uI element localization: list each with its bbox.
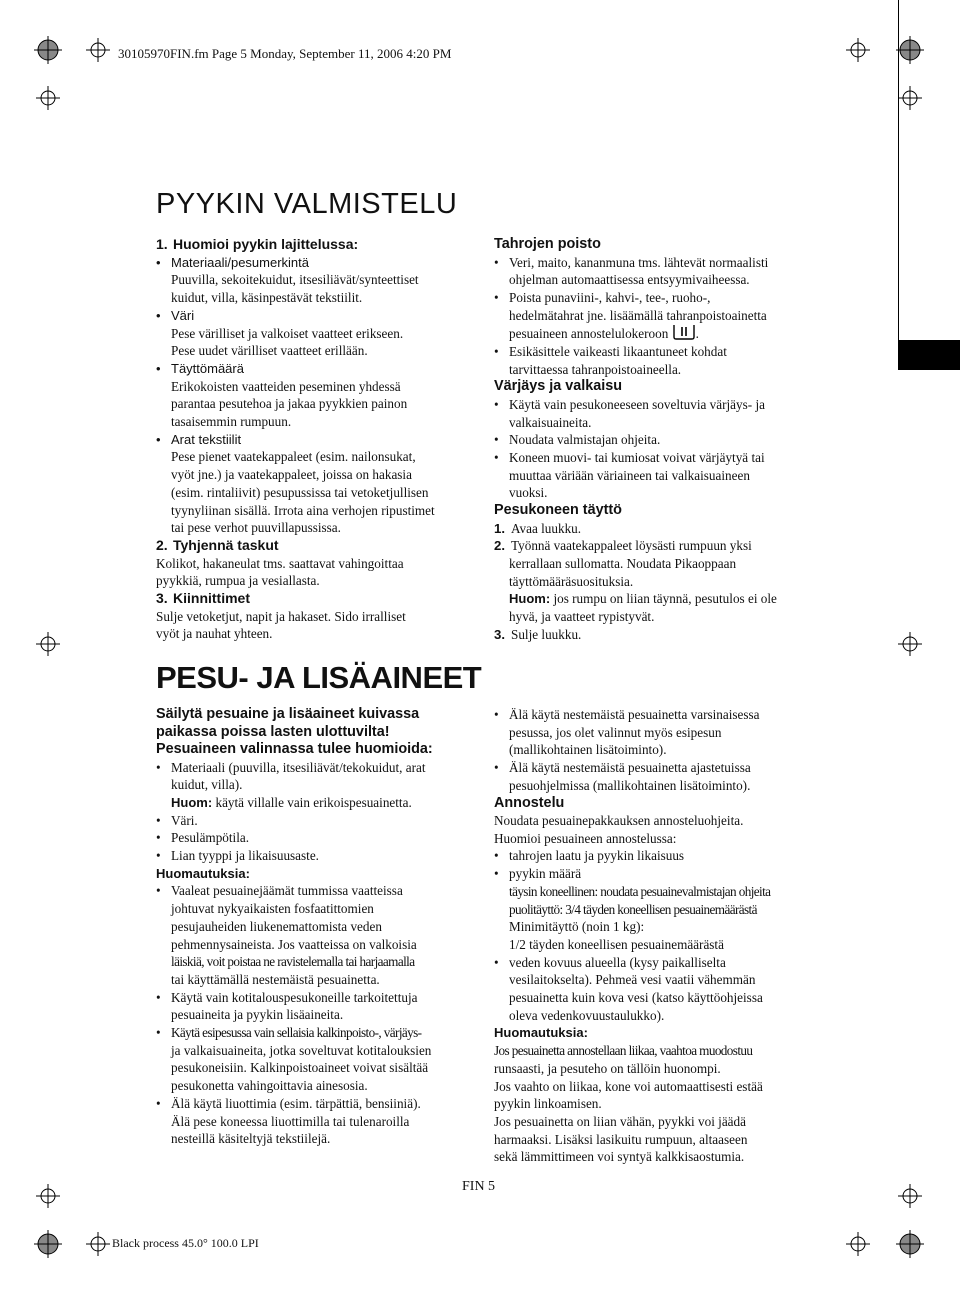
text-line: vuoksi. [509,485,548,501]
step-3-heading: 3. Kiinnittimet [156,590,250,607]
dosing-heading: Annostelu [494,794,565,811]
text-line: Sulje vetoketjut, napit ja hakaset. Sido irralliset [156,608,406,624]
text-line: pesuaineita ja pyykin lisäaineita. [171,1007,344,1023]
note-item-3: • Käytä esipesussa vain sellaisia kalkinpoisto-, värjäys- [156,1024,476,1042]
right-column-1 [494,236,824,644]
text-line: pyykin linkoamisen. [494,1096,602,1112]
text-line: Säilytä pesuaine ja lisäaineet kuivassa [156,706,420,722]
liquid-item-2: • Älä käytä nestemäistä pesuainetta ajastetuissa [494,759,824,777]
text-line: pesukoneisiin. Kalkinpoistoaineet voivat sisältää [171,1060,429,1076]
text-line: kuidut, villa). [171,777,243,793]
text-line: tasaisemmin rumpuun. [171,414,292,430]
note-item-4: • Älä käytä liuottimia (esim. tärpättiä, bensiiniä). [156,1095,476,1113]
dose-item-1: • tahrojen laatu ja pyykin likaisuus [494,847,824,865]
choice-note: Huom: käytä villalle vain erikoispesuainetta. [171,794,412,810]
text-line: 1/2 täyden koneellisen pesuainemäärästä [509,936,724,952]
text-line: runsaasti, ja pesuteho on tällöin huonompi. [494,1060,721,1076]
crosshair-icon [34,36,62,64]
crosshair-icon [34,1230,62,1258]
crosshair-icon [846,1232,870,1256]
step-1-heading: 1. Huomioi pyykin lajittelussa: [156,236,359,252]
text-line: puolitäyttö: 3/4 täyden koneellisen pesuainemäärästä [509,901,757,917]
liquid-item-1: • Älä käytä nestemäistä pesuainetta varsinaisessa [494,706,824,724]
text-line: tai käyttämällä nestemäistä pesuainetta. [171,971,380,987]
notes-heading-2: Huomautuksia: [494,1025,588,1041]
text-line: Pese uudet värilliset vaatteet erillään. [171,343,368,359]
loading-step-1: 1. Avaa luukku. [494,520,582,536]
text-line: harmaaksi. Lisäksi lasikuitu rumpuun, altaaseen [494,1131,748,1147]
crosshair-icon [898,632,922,656]
text-line: Pese pienet vaatekappaleet (esim. nailonsukat, [171,449,416,465]
text-line: pehmennysaineista. Jos vaatteissa on valkoisia [171,936,417,952]
text-line: pesuaineen annostelulokeroon . [509,326,699,342]
bullet-color-title: • Väri [156,307,476,325]
text-line: nesteillä käsiteltyjä tekstiilejä. [171,1131,331,1147]
crosshair-icon [896,1230,924,1258]
choice-item-2: • Väri. [156,812,476,830]
text-line: läiskiä, voit poistaa ne ravistelemalla tai harjaamalla [171,954,415,970]
dyeing-heading: Värjäys ja valkaisu [494,378,623,395]
text-line: vyöt ja nauhat yhteen. [156,626,273,642]
dyeing-item-2: • Noudata valmistajan ohjeita. [494,431,824,449]
text-line: tarvittaessa tahranpoistoaineella. [509,361,682,377]
text-line: (esim. rintaliivit) pesupussissa tai vetoketjullisen [171,484,429,500]
text-line: kuidut, villa, käsinpestävät tekstiilit. [171,290,363,306]
dose-item-3: • veden kovuus alueella (kysy paikalliselta [494,954,824,972]
text-line: Jos pesuainetta on liian vähän, pyykki voi jäädä [494,1113,746,1129]
crosshair-icon [896,36,924,64]
page-number: FIN 5 [462,1179,496,1194]
text-line: hedelmätahrat jne. lisäämällä tahranpoistoainetta [509,307,767,323]
text-line: tai pese verhot puuvillapussissa. [171,520,341,536]
dose-item-2: • pyykin määrä [494,865,824,883]
note-item-2: • Käytä vain kotitalouspesukoneille tarkoitettuja [156,989,476,1007]
choice-item-4: • Lian tyyppi ja likaisuusaste. [156,847,476,865]
loading-step-3: 3. Sulje luukku. [494,626,582,642]
right-column-2 [494,706,824,1166]
crosshair-icon [898,86,922,110]
thumb-tab [898,340,960,370]
text-line: vyöt jne.) ja vaatekappaleet, joissa on hakasia [171,467,412,483]
bullet-delicate-title: • Arat tekstiilit [156,431,476,449]
margin-line [898,0,899,340]
text-line: pesuainetta kuin kova vesi (katso käyttöohjeissa [509,990,763,1006]
text-line: pesukonetta vahingoittavia ainesosia. [171,1078,368,1094]
section-title-preparation: PYYKIN VALMISTELU [156,188,458,220]
text-line: johtuvat nykyaikaisten fosfaatittomien [171,901,374,917]
text-line: Jos vaahto on liikaa, kone voi automaattisesti estää [494,1078,763,1094]
crosshair-icon [86,38,110,62]
crosshair-icon [36,632,60,656]
left-column-1 [156,236,476,643]
text-line: ohjelman automaattisessa entsyymivaiheessa. [509,272,750,288]
text-line: pesuohjelmissa (mallikohtainen lisätoiminto). [509,777,751,793]
dyeing-item-1: • Käytä vain pesukoneeseen soveltuvia värjäys- ja [494,396,824,414]
bullet-material-title: • Materiaali/pesumerkintä [156,254,476,272]
stains-heading: Tahrojen poisto [494,236,601,252]
text-line: pesujauheiden liukenemattomista veden [171,918,382,934]
choice-item-3: • Pesulämpötila. [156,829,476,847]
text-line: täysin koneellinen: noudata pesuainevalmistajan ohjeita [509,883,771,899]
loading-heading: Pesukoneen täyttö [494,502,622,519]
text-line: Puuvilla, sekoitekuidut, itsesiliävät/synteettiset [171,272,419,288]
text-line: Huomioi pesuaineen annostelussa: [494,830,677,846]
text-line: vesilaitokselta). Pehmeä vesi vaatii vähemmän [509,972,756,988]
choice-item-1: • Materiaali (puuvilla, itsesiliävät/tekokuidut, arat [156,759,476,777]
text-line: oleva vedenkovuustaulukko). [509,1007,665,1023]
text-line: Pese värilliset ja valkoiset vaatteet erikseen. [171,325,404,341]
text-line: paikassa poissa lasten ulottuvilta! [156,723,390,740]
text-line: parantaa pesutehoa ja jakaa pyykkien painon [171,396,408,412]
text-line: muuttaa väriään väriaineen tai valkaisuaineen [509,467,750,483]
stains-item-3: • Esikäsittele vaikeasti likaantuneet kohdat [494,343,824,361]
crosshair-icon [898,1184,922,1208]
text-line: Minimitäyttö (noin 1 kg): [509,919,645,935]
print-header: 30105970FIN.fm Page 5 Monday, September 11, 2006 4:20 PM [118,46,452,61]
stains-item-2: • Poista punaviini-, kahvi-, tee-, ruoho-, [494,289,824,307]
notes-heading: Huomautuksia: [156,865,250,881]
section-title-detergents: PESU- JA LISÄAINEET [156,660,482,695]
text-line: Erikokoisten vaatteiden peseminen yhdessä [171,378,401,394]
step-2-heading: 2. Tyhjennä taskut [156,536,279,553]
dyeing-item-3: • Koneen muovi- tai kumiosat voivat värjäytyä tai [494,449,824,467]
text-line: pesussa, jos olet valinnut myös esipesun [509,724,722,740]
text-line: täyttömääräsuosituksia. [509,573,634,589]
text-line: tyynyliinan sisällä. Irrota aina verhojen ripustimet [171,502,435,518]
text-line: hyvä, ja vaatteet rypistyvät. [509,609,655,625]
choice-heading: Pesuaineen valinnassa tulee huomioida: [156,741,433,757]
text-line: Älä pese koneessa liuottimilla tai tulenaroilla [171,1113,410,1129]
prewash-compartment-icon [672,324,696,340]
loading-note: Huom: jos rumpu on liian täynnä, pesutulos ei ole [509,591,777,607]
text-line: ja valkaisuaineita, jotka soveltuvat kotitalouksien [171,1042,432,1058]
crosshair-icon [36,86,60,110]
text-line: Kolikot, hakaneulat tms. saattavat vahingoittaa [156,555,404,571]
text-line: kerrallaan sullomatta. Noudata Pikaoppaan [509,556,737,572]
stains-item-1: • Veri, maito, kananmuna tms. lähtevät normaalisti [494,254,824,272]
left-column-2 [156,706,476,1148]
text-line: sekä lämmittimeen voi syntyä kalkkisaostumia. [494,1149,745,1165]
text-line: Jos pesuainetta annostellaan liikaa, vaahtoa muodostuu [494,1043,753,1059]
loading-step-2: 2. Työnnä vaatekappaleet löysästi rumpuun yksi [494,538,752,554]
print-footer: Black process 45.0° 100.0 LPI [112,1236,259,1250]
text-line: (mallikohtainen lisätoiminto). [509,742,667,758]
crosshair-icon [36,1184,60,1208]
text-line: valkaisuaineita. [509,414,592,430]
text-line: pyykkiä, rumpua ja vesiallasta. [156,573,320,589]
storage-warning [156,706,476,741]
bullet-load-title: • Täyttömäärä [156,360,476,378]
text-line: Noudata pesuainepakkauksen annosteluohjeita. [494,813,744,829]
note-item-1: • Vaaleat pesuainejäämät tummissa vaatteissa [156,882,476,900]
crosshair-icon [846,38,870,62]
crosshair-icon [86,1232,110,1256]
